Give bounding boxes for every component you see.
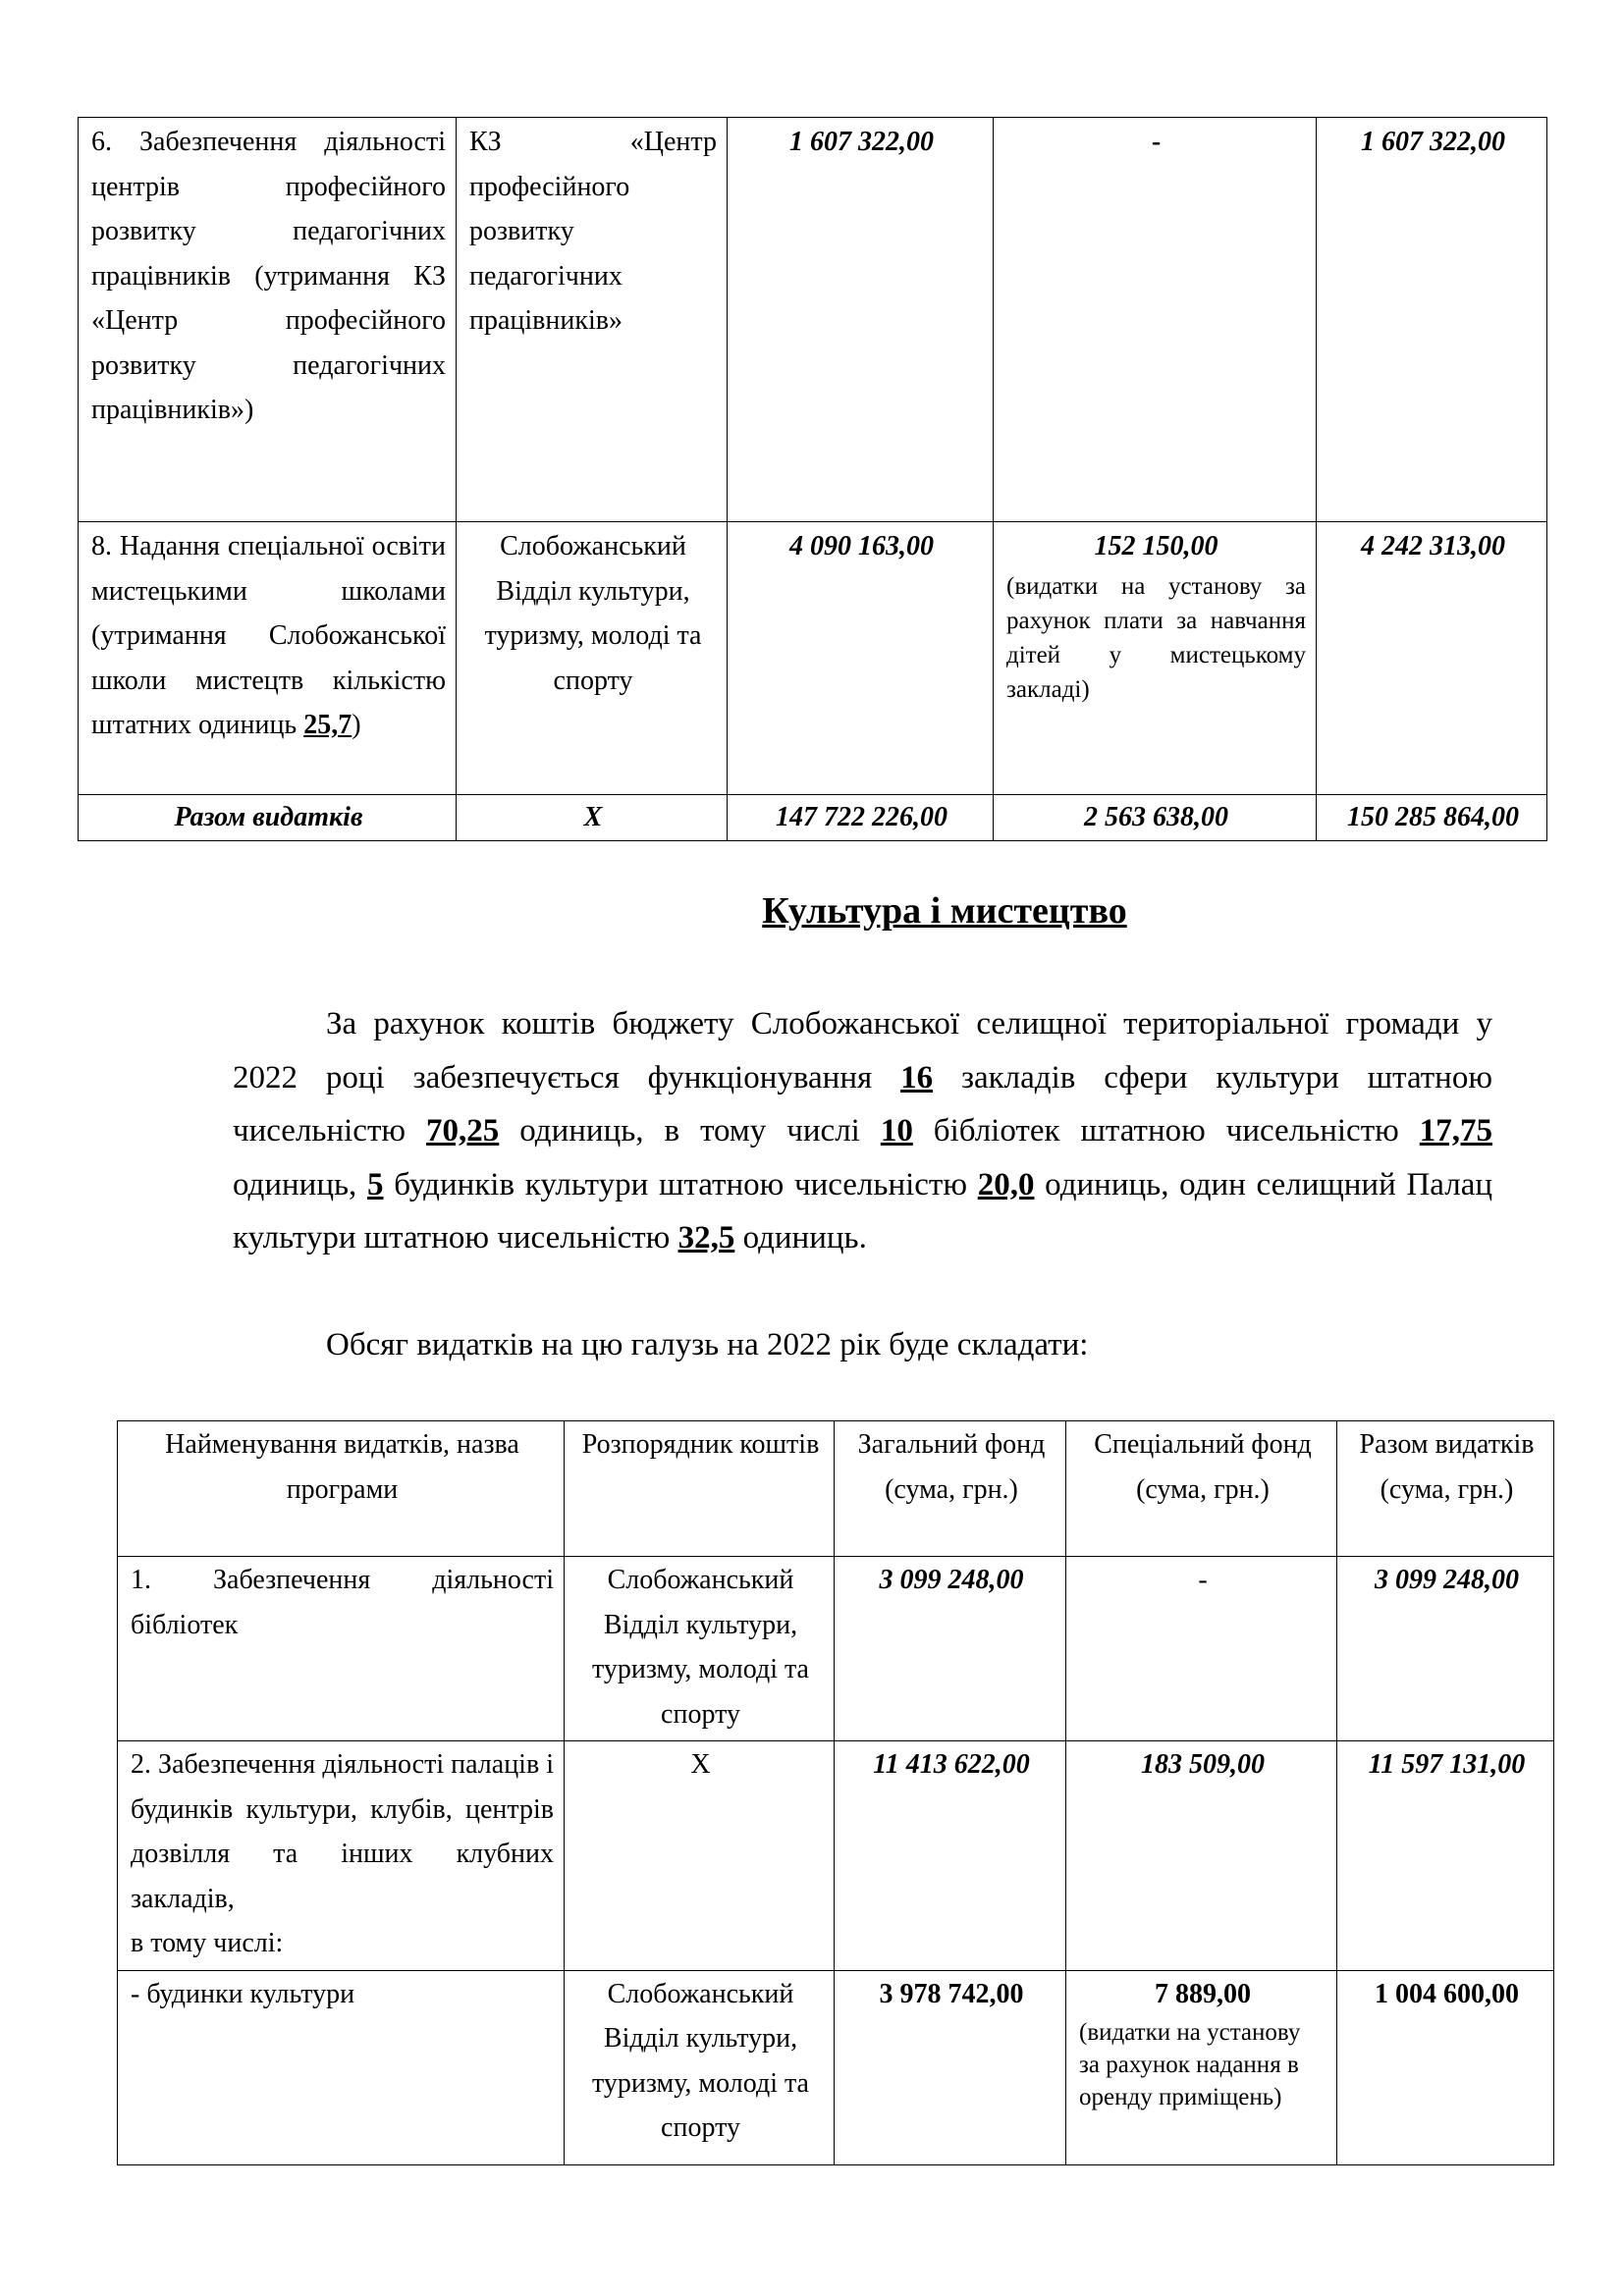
- manager-cell: Слобожанський Відділ культури, туризму, молоді та спорту: [565, 1557, 835, 1741]
- libraries-staff: 17,75: [1419, 1113, 1492, 1148]
- special-fund-cell: [1066, 1970, 1337, 2164]
- section-paragraph: [233, 997, 1492, 1265]
- paragraph-text: За рахунок коштів бюджету Слобожанської селищної територіальної громади у 2022 році забезпечується функціонування: [233, 1006, 1492, 1095]
- header-manager: Розпорядник коштів: [565, 1421, 835, 1557]
- table-row: [79, 118, 1547, 522]
- expenses-table-education: [78, 117, 1547, 841]
- table-row: [118, 1741, 1554, 1971]
- program-name-cell: [118, 1741, 565, 1971]
- header-total: Разом видатків (сума, грн.): [1337, 1421, 1554, 1557]
- program-name-text: 8. Надання спеціальної освіти мистецькими школами (утримання Слобожанської школи мистецтв кількістю штатних одиниць: [91, 531, 446, 740]
- special-fund-note: (видатки на установу за рахунок надання в оренду приміщень): [1079, 2019, 1301, 2110]
- special-fund-amount: 152 150,00: [1094, 531, 1218, 561]
- culture-houses-staff: 20,0: [977, 1166, 1035, 1202]
- special-fund-cell: 183 509,00: [1066, 1741, 1337, 1971]
- table-row: [79, 522, 1547, 795]
- libraries-count: 10: [880, 1113, 913, 1148]
- staff-count: 25,7: [303, 710, 352, 740]
- staff-total: 70,25: [426, 1113, 500, 1148]
- general-fund-cell: 1 607 322,00: [728, 118, 994, 522]
- total-special: 2 563 638,00: [994, 795, 1317, 841]
- manager-cell: Слобожанський Відділ культури, туризму, молоді та спорту: [565, 1970, 835, 2164]
- paragraph-text: бібліотек штатною чисельністю: [912, 1113, 1420, 1148]
- total-cell: 1 004 600,00: [1337, 1970, 1554, 2164]
- manager-cell: Слобожанський Відділ культури, туризму, молоді та спорту: [457, 522, 728, 795]
- special-fund-cell: -: [1066, 1557, 1337, 1741]
- general-fund-cell: 11 413 622,00: [835, 1741, 1066, 1971]
- general-fund-cell: 3 099 248,00: [835, 1557, 1066, 1741]
- palace-staff: 32,5: [677, 1220, 735, 1255]
- total-cell: 11 597 131,00: [1337, 1741, 1554, 1971]
- paragraph-text: одиниць,: [233, 1166, 367, 1202]
- special-fund-cell: -: [994, 118, 1317, 522]
- institutions-count: 16: [900, 1059, 934, 1095]
- table-header-row: [118, 1421, 1554, 1557]
- paragraph-text: одиниць.: [734, 1220, 867, 1255]
- program-name-text: 2. Забезпечення діяльності палаців і будинків культури, клубів, центрів дозвілля та інших клубних закладів,: [131, 1749, 554, 1914]
- total-general: 147 722 226,00: [728, 795, 994, 841]
- special-fund-note: (видатки на установу за рахунок плати за навчання дітей у мистецькому закладі): [1006, 572, 1306, 703]
- total-cell: 1 607 322,00: [1317, 118, 1547, 522]
- section-heading: Культура і мистецтво: [762, 890, 1127, 932]
- table-row: [118, 1557, 1554, 1741]
- total-label: Разом видатків: [79, 795, 457, 841]
- paragraph-text: будинків культури штатною чисельністю: [383, 1166, 978, 1202]
- total-cell: 4 242 313,00: [1317, 522, 1547, 795]
- program-name-cell: 6. Забезпечення діяльності центрів професійного розвитку педагогічних працівників (утримання КЗ «Центр професійного розвитку педагогічних працівників»): [79, 118, 457, 522]
- paragraph-text: закладів сфери культури штатною чисельністю: [233, 1059, 1492, 1148]
- program-name-suffix: ): [352, 710, 361, 740]
- culture-houses-count: 5: [367, 1166, 384, 1202]
- program-name-cell: - будинки культури: [118, 1970, 565, 2164]
- table-row: [118, 1970, 1554, 2164]
- header-name: Найменування видатків, назва програми: [118, 1421, 565, 1557]
- manager-cell: Х: [565, 1741, 835, 1971]
- total-sum: 150 285 864,00: [1317, 795, 1547, 841]
- paragraph-text: одиниць, в тому числі: [499, 1113, 881, 1148]
- total-manager: Х: [457, 795, 728, 841]
- program-name-cell: [79, 522, 457, 795]
- program-name-subtext: в тому числі:: [131, 1928, 284, 1958]
- general-fund-cell: 4 090 163,00: [728, 522, 994, 795]
- program-name-cell: 1. Забезпечення діяльності бібліотек: [118, 1557, 565, 1741]
- special-fund-amount: 7 889,00: [1155, 1978, 1251, 2009]
- special-fund-cell: [994, 522, 1317, 795]
- header-general: Загальний фонд (сума, грн.): [835, 1421, 1066, 1557]
- paragraph-text: одиниць, один селищний Палац культури штатною чисельністю: [233, 1166, 1493, 1255]
- header-special: Спеціальний фонд (сума, грн.): [1066, 1421, 1337, 1557]
- total-row: [79, 795, 1547, 841]
- total-cell: 3 099 248,00: [1337, 1557, 1554, 1741]
- table-intro: Обсяг видатків на цю галузь на 2022 рік буде складати:: [326, 1327, 1089, 1362]
- expenses-table-culture: [117, 1420, 1554, 2165]
- manager-cell: КЗ «Центр професійного розвитку педагогічних працівників»: [457, 118, 728, 522]
- general-fund-cell: 3 978 742,00: [835, 1970, 1066, 2164]
